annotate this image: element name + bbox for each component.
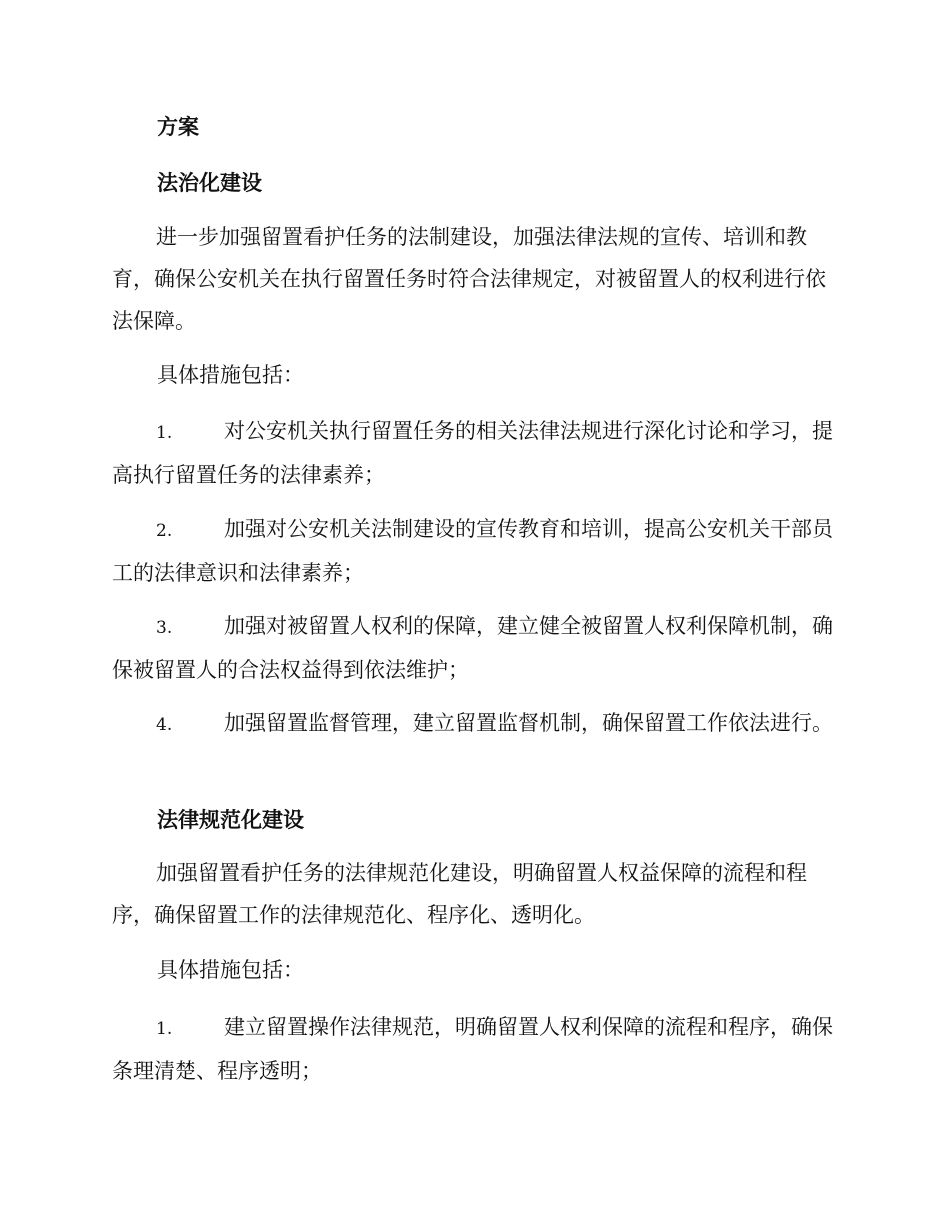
list-item-text: 建立留置操作法律规范，明确留置人权利保障的流程和程序，确保条理清楚、程序透明；: [112, 1015, 833, 1083]
list-item: [112, 702, 838, 746]
list-item-text: 加强留置监督管理，建立留置监督机制，确保留置工作依法进行。: [224, 711, 833, 735]
measures-intro: 具体措施包括：: [157, 363, 304, 387]
section-paragraph-legal-standardization: 加强留置看护任务的法律规范化建设，明确留置人权益保障的流程和程序，确保留置工作的法律规范化、程序化、透明化。: [112, 861, 807, 927]
section-heading-legal-standardization: 法律规范化建设: [157, 808, 304, 832]
list-item-text: 对公安机关执行留置任务的相关法律法规进行深化讨论和学习，提高执行留置任务的法律素养；: [112, 419, 833, 487]
list-item-text: 加强对被留置人权利的保障，建立健全被留置人权利保障机制，确保被留置人的合法权益得到依法维护；: [112, 614, 833, 682]
list-item-text: 加强对公安机关法制建设的宣传教育和培训，提高公安机关干部员工的法律意识和法律素养；: [112, 517, 833, 585]
list-item-number: 3.: [156, 618, 173, 638]
list-item: [112, 605, 838, 691]
section-heading-rule-of-law: 法治化建设: [157, 171, 262, 195]
list-item: [112, 508, 838, 594]
list-item-number: 1.: [156, 423, 173, 443]
list-item-number: 1.: [156, 1019, 173, 1039]
list-item: [112, 1006, 838, 1092]
section-paragraph-rule-of-law: 进一步加强留置看护任务的法制建设，加强法律法规的宣传、培训和教育，确保公安机关在执行留置任务时符合法律规定，对被留置人的权利进行依法保障。: [112, 225, 826, 333]
list-item-number: 2.: [156, 521, 173, 541]
measures-intro: 具体措施包括：: [157, 958, 304, 982]
list-item-number: 4.: [156, 715, 173, 735]
document-title: 方案: [157, 115, 199, 139]
list-item: [112, 410, 838, 496]
